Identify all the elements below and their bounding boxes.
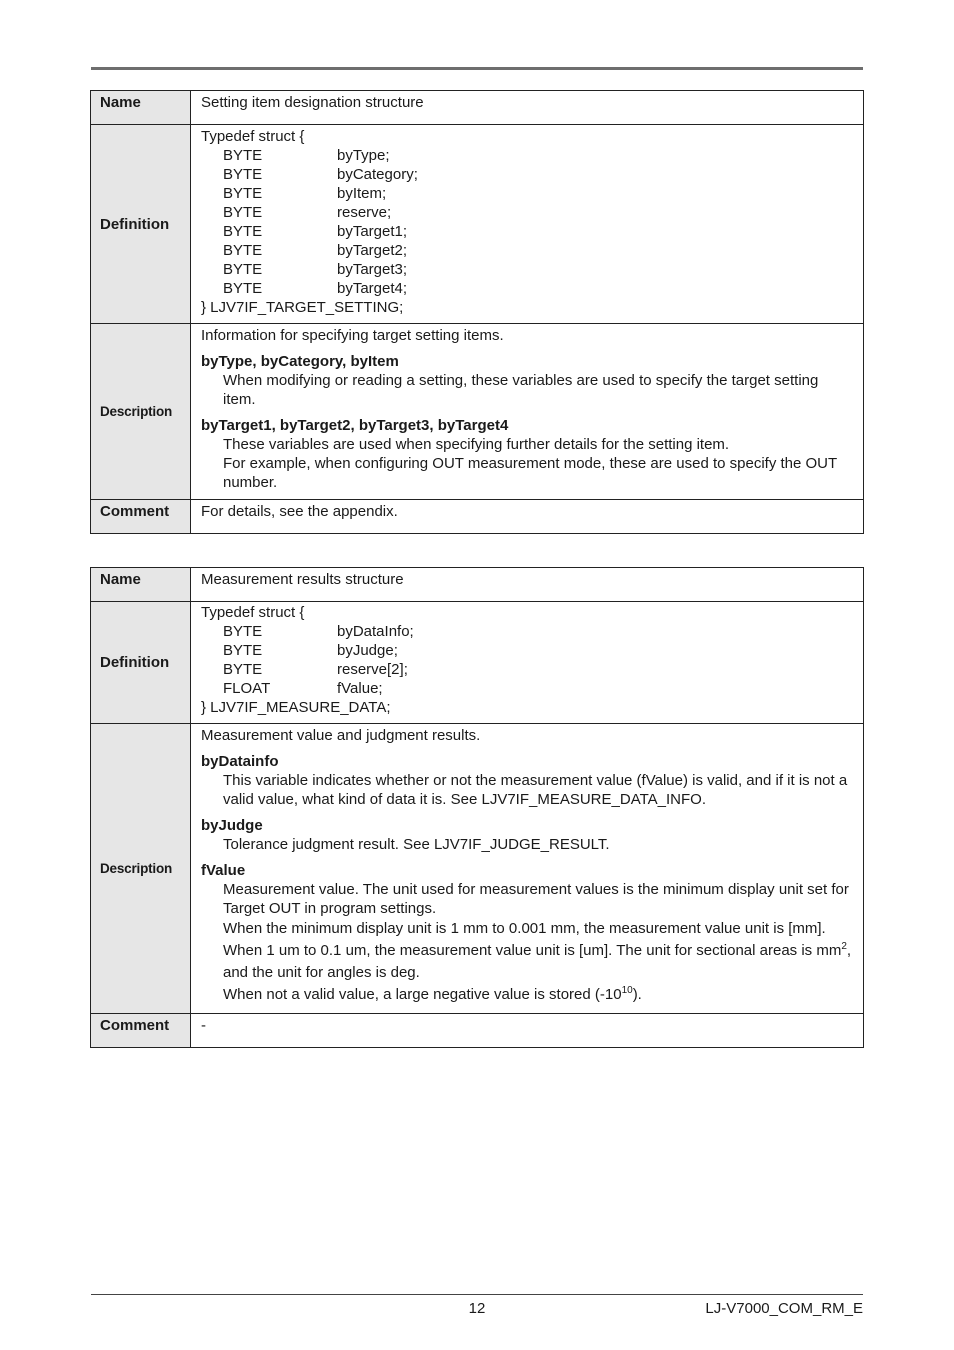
term-title: fValue xyxy=(201,862,246,879)
name-row xyxy=(91,91,864,125)
description-row xyxy=(91,324,864,500)
name-row xyxy=(91,568,864,602)
name-label: Name xyxy=(91,568,191,602)
term-text: Measurement value. The unit used for measurement values is the minimum display unit set for Target OUT in program settings. xyxy=(223,881,849,917)
name-value: Setting item designation structure xyxy=(191,91,864,125)
struct-open: Typedef struct { xyxy=(201,128,305,145)
measure-structure-table xyxy=(90,567,864,1048)
name-label: Name xyxy=(91,91,191,125)
struct-close: } LJV7IF_TARGET_SETTING; xyxy=(201,299,404,316)
comment-label: Comment xyxy=(91,500,191,534)
description-row xyxy=(91,724,864,1014)
struct-field: BYTE byTarget2; xyxy=(223,242,408,259)
struct-field: BYTE reserve[2]; xyxy=(223,661,408,678)
term-text: These variables are used when specifying further details for the setting item. xyxy=(223,436,730,453)
term-text: When not a valid value, a large negative value is stored $(-10^{10})$. xyxy=(223,985,642,1003)
struct-field: BYTE byType; xyxy=(223,147,390,164)
name-value: Measurement results structure xyxy=(191,568,864,602)
term-title: byType, byCategory, byItem xyxy=(201,353,399,370)
term-text: When the minimum display unit is 1 mm to 0.001 mm, the measurement value unit is [mm]. When 1 um to 0.1 um, the measurement value unit is [um]. The unit for sectional areas is $mm^2$, and the unit for angles is deg. xyxy=(223,920,852,981)
struct-field: FLOAT fValue; xyxy=(223,680,383,697)
comment-label: Comment xyxy=(91,1014,191,1048)
description-content xyxy=(191,724,864,1014)
setting-structure-table xyxy=(90,90,864,534)
term-text: This variable indicates whether or not the measurement value (fValue) is valid, and if it is not a valid value, what kind of data it is. See LJV7IF_MEASURE_DATA_INFO. xyxy=(223,772,848,808)
struct-field: BYTE byItem; xyxy=(223,185,387,202)
description-intro: Information for specifying target setting items. xyxy=(201,327,504,344)
header-rule xyxy=(91,67,863,70)
term-title: byDatainfo xyxy=(201,753,279,770)
struct-field: BYTE byCategory; xyxy=(223,166,418,183)
struct-field: BYTE byTarget4; xyxy=(223,280,408,297)
page-number: 12 xyxy=(468,1300,486,1317)
term-title: byJudge xyxy=(201,817,263,834)
struct-close: } LJV7IF_MEASURE_DATA; xyxy=(201,699,391,716)
struct-field: BYTE byDataInfo; xyxy=(223,623,414,640)
description-label: Description xyxy=(91,324,191,500)
definition-code xyxy=(191,125,864,324)
definition-row xyxy=(91,125,864,324)
definition-code xyxy=(191,602,864,724)
struct-field: BYTE reserve; xyxy=(223,204,392,221)
comment-row xyxy=(91,1014,864,1048)
struct-field: BYTE byTarget3; xyxy=(223,261,408,278)
definition-label: Definition xyxy=(91,602,191,724)
footer-rule xyxy=(91,1294,863,1295)
struct-field: BYTE byJudge; xyxy=(223,642,398,659)
struct-open: Typedef struct { xyxy=(201,604,305,621)
comment-value: For details, see the appendix. xyxy=(191,500,864,534)
document-code: LJ-V7000_COM_RM_E xyxy=(705,1300,863,1317)
description-content xyxy=(191,324,864,500)
definition-row xyxy=(91,602,864,724)
definition-label: Definition xyxy=(91,125,191,324)
struct-field: BYTE byTarget1; xyxy=(223,223,408,240)
term-text: When modifying or reading a setting, these variables are used to specify the target setting item. xyxy=(223,372,819,408)
term-title: byTarget1, byTarget2, byTarget3, byTarget4 xyxy=(201,417,509,434)
description-intro: Measurement value and judgment results. xyxy=(201,727,481,744)
term-text: Tolerance judgment result. See LJV7IF_JUDGE_RESULT. xyxy=(223,836,610,853)
description-label: Description xyxy=(91,724,191,1014)
term-text: For example, when configuring OUT measurement mode, these are used to specify the OUT number. xyxy=(223,455,837,491)
comment-row xyxy=(91,500,864,534)
comment-value: - xyxy=(191,1014,864,1048)
